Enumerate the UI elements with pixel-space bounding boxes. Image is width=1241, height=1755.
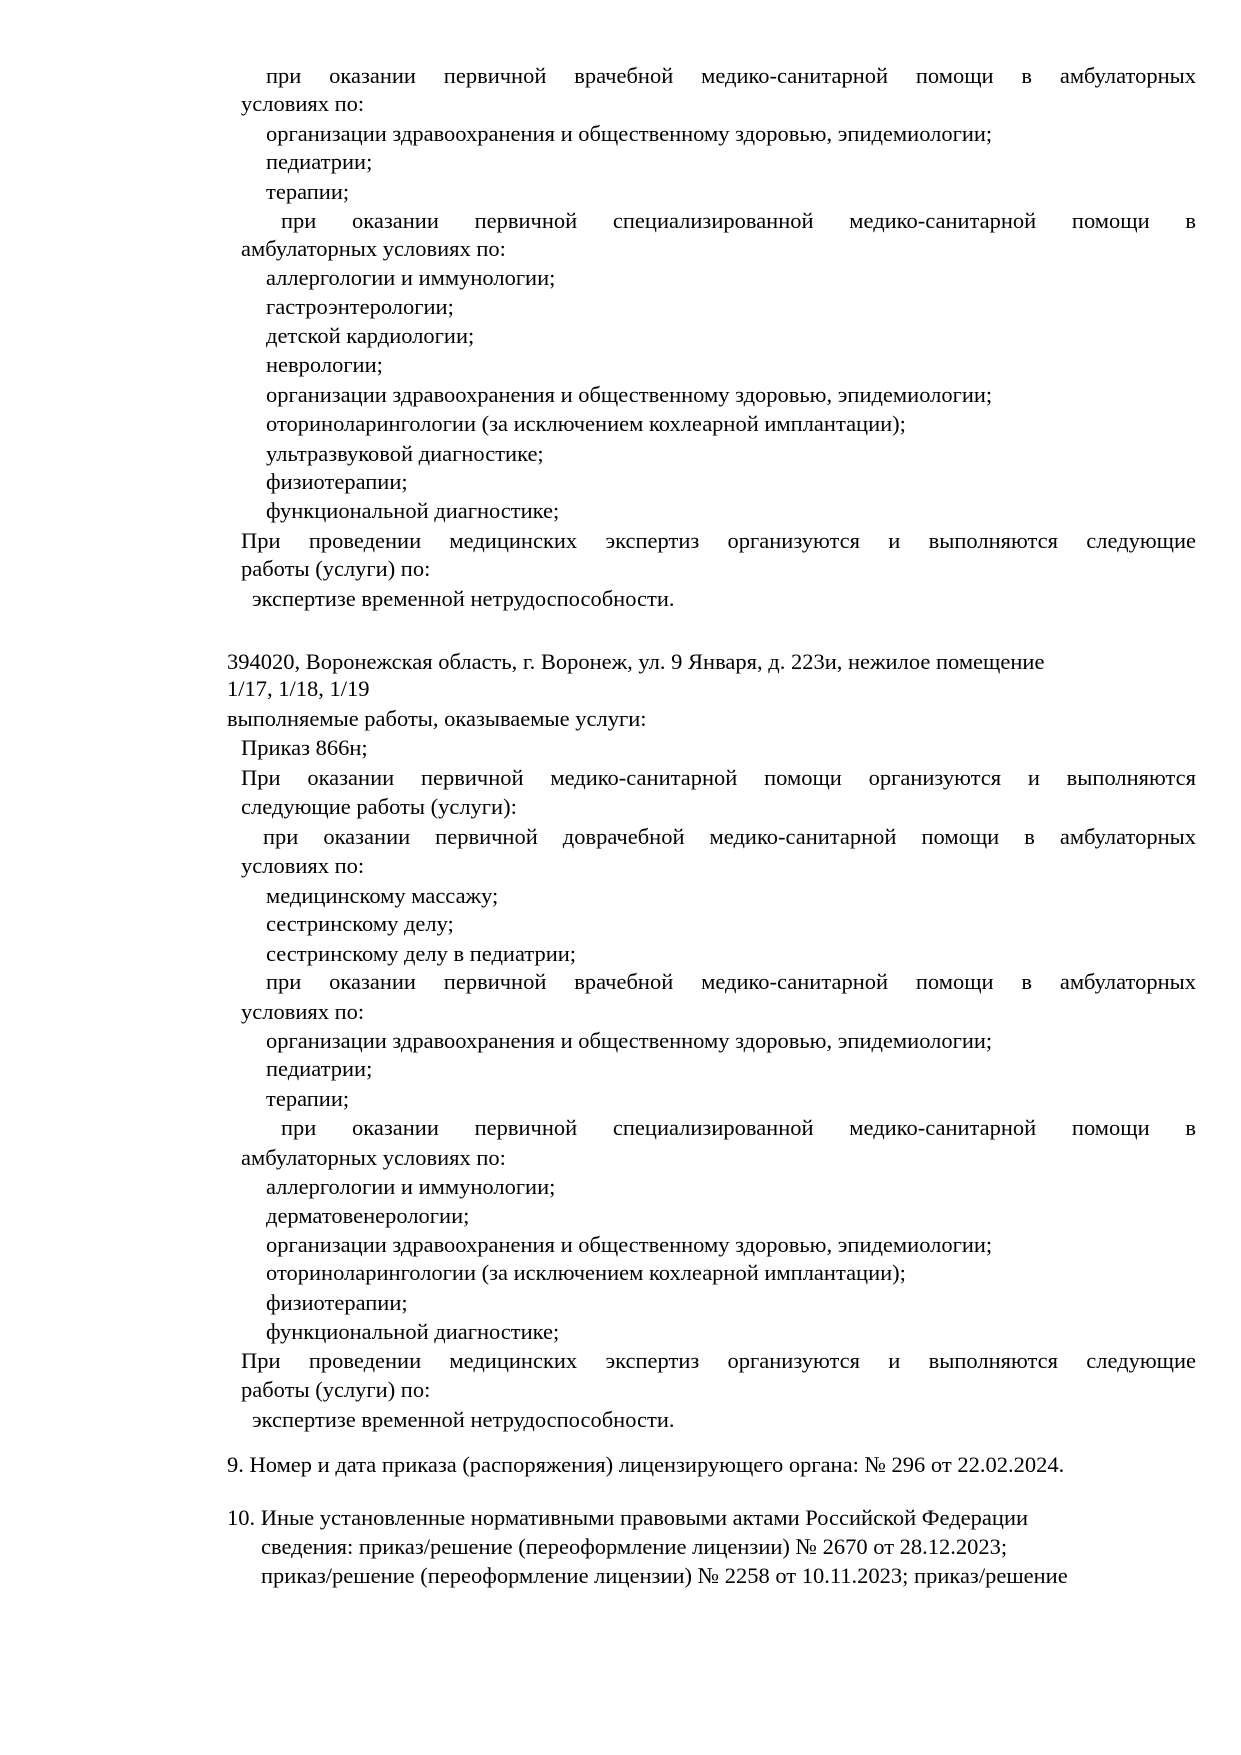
- text-line: При оказании первичной медико-санитарной помощи организуются и выполняются: [241, 765, 1196, 790]
- address-line: 394020, Воронежская область, г. Воронеж, ул. 9 Января, д. 223и, нежилое помещение: [227, 649, 1045, 674]
- text-line: при оказании первичной специализированной медико-санитарной помощи в: [281, 208, 1196, 233]
- text-line: следующие работы (услуги):: [241, 794, 517, 819]
- list-item: медицинскому массажу;: [266, 883, 499, 908]
- list-item: терапии;: [266, 1086, 350, 1111]
- list-item: терапии;: [266, 179, 350, 204]
- text-line: амбулаторных условиях по:: [241, 236, 506, 261]
- text-line: условиях по:: [241, 999, 365, 1024]
- text-line: При проведении медицинских экспертиз организуются и выполняются следующие: [241, 1348, 1196, 1373]
- text-line: работы (услуги) по:: [241, 1377, 431, 1402]
- list-item: сестринскому делу;: [266, 911, 454, 936]
- text-line: приказ/решение (переоформление лицензии) № 2258 от 10.11.2023; приказ/решение: [261, 1563, 1068, 1588]
- text-line: при оказании первичной врачебной медико-санитарной помощи в амбулаторных: [266, 63, 1196, 88]
- numbered-item-10: 10. Иные установленные нормативными правовыми актами Российской Федерации: [227, 1505, 1029, 1530]
- list-item: педиатрии;: [266, 149, 373, 174]
- list-item: оториноларингологии (за исключением кохлеарной имплантации);: [266, 1260, 906, 1285]
- numbered-item-9: 9. Номер и дата приказа (распоряжения) лицензирующего органа: № 296 от 22.02.2024.: [227, 1452, 1065, 1477]
- list-item: организации здравоохранения и общественному здоровью, эпидемиологии;: [266, 1232, 993, 1257]
- text-line: при оказании первичной специализированной медико-санитарной помощи в: [281, 1115, 1196, 1140]
- text-line: работы (услуги) по:: [241, 556, 431, 581]
- list-item: экспертизе временной нетрудоспособности.: [252, 1407, 675, 1432]
- list-item: гастроэнтерологии;: [266, 294, 454, 319]
- list-item: функциональной диагностике;: [266, 1319, 560, 1344]
- list-item: оториноларингологии (за исключением кохлеарной имплантации);: [266, 411, 906, 436]
- list-item: физиотерапии;: [266, 1290, 408, 1315]
- text-line: При проведении медицинских экспертиз организуются и выполняются следующие: [241, 528, 1196, 553]
- text-line: сведения: приказ/решение (переоформление лицензии) № 2670 от 28.12.2023;: [261, 1534, 1008, 1559]
- list-item: сестринскому делу в педиатрии;: [266, 941, 577, 966]
- list-item: дерматовенерологии;: [266, 1203, 470, 1228]
- text-line: условиях по:: [241, 853, 365, 878]
- text-line: амбулаторных условиях по:: [241, 1145, 506, 1170]
- list-item: педиатрии;: [266, 1056, 373, 1081]
- list-item: функциональной диагностике;: [266, 498, 560, 523]
- list-item: ультразвуковой диагностике;: [266, 441, 544, 466]
- list-item: детской кардиологии;: [266, 323, 475, 348]
- list-item: неврологии;: [266, 352, 383, 377]
- list-item: физиотерапии;: [266, 469, 408, 494]
- text-line: при оказании первичной врачебной медико-санитарной помощи в амбулаторных: [266, 969, 1196, 994]
- text-line: при оказании первичной доврачебной медико-санитарной помощи в амбулаторных: [263, 824, 1196, 849]
- list-item: экспертизе временной нетрудоспособности.: [252, 586, 675, 611]
- text-line: условиях по:: [241, 91, 365, 116]
- list-item: аллергологии и иммунологии;: [266, 1174, 556, 1199]
- text-line: Приказ 866н;: [241, 735, 368, 760]
- list-item: организации здравоохранения и общественному здоровью, эпидемиологии;: [266, 382, 993, 407]
- section-label: выполняемые работы, оказываемые услуги:: [227, 706, 647, 731]
- address-line: 1/17, 1/18, 1/19: [227, 676, 370, 701]
- list-item: аллергологии и иммунологии;: [266, 265, 556, 290]
- list-item: организации здравоохранения и общественному здоровью, эпидемиологии;: [266, 1028, 993, 1053]
- list-item: организации здравоохранения и общественному здоровью, эпидемиологии;: [266, 121, 993, 146]
